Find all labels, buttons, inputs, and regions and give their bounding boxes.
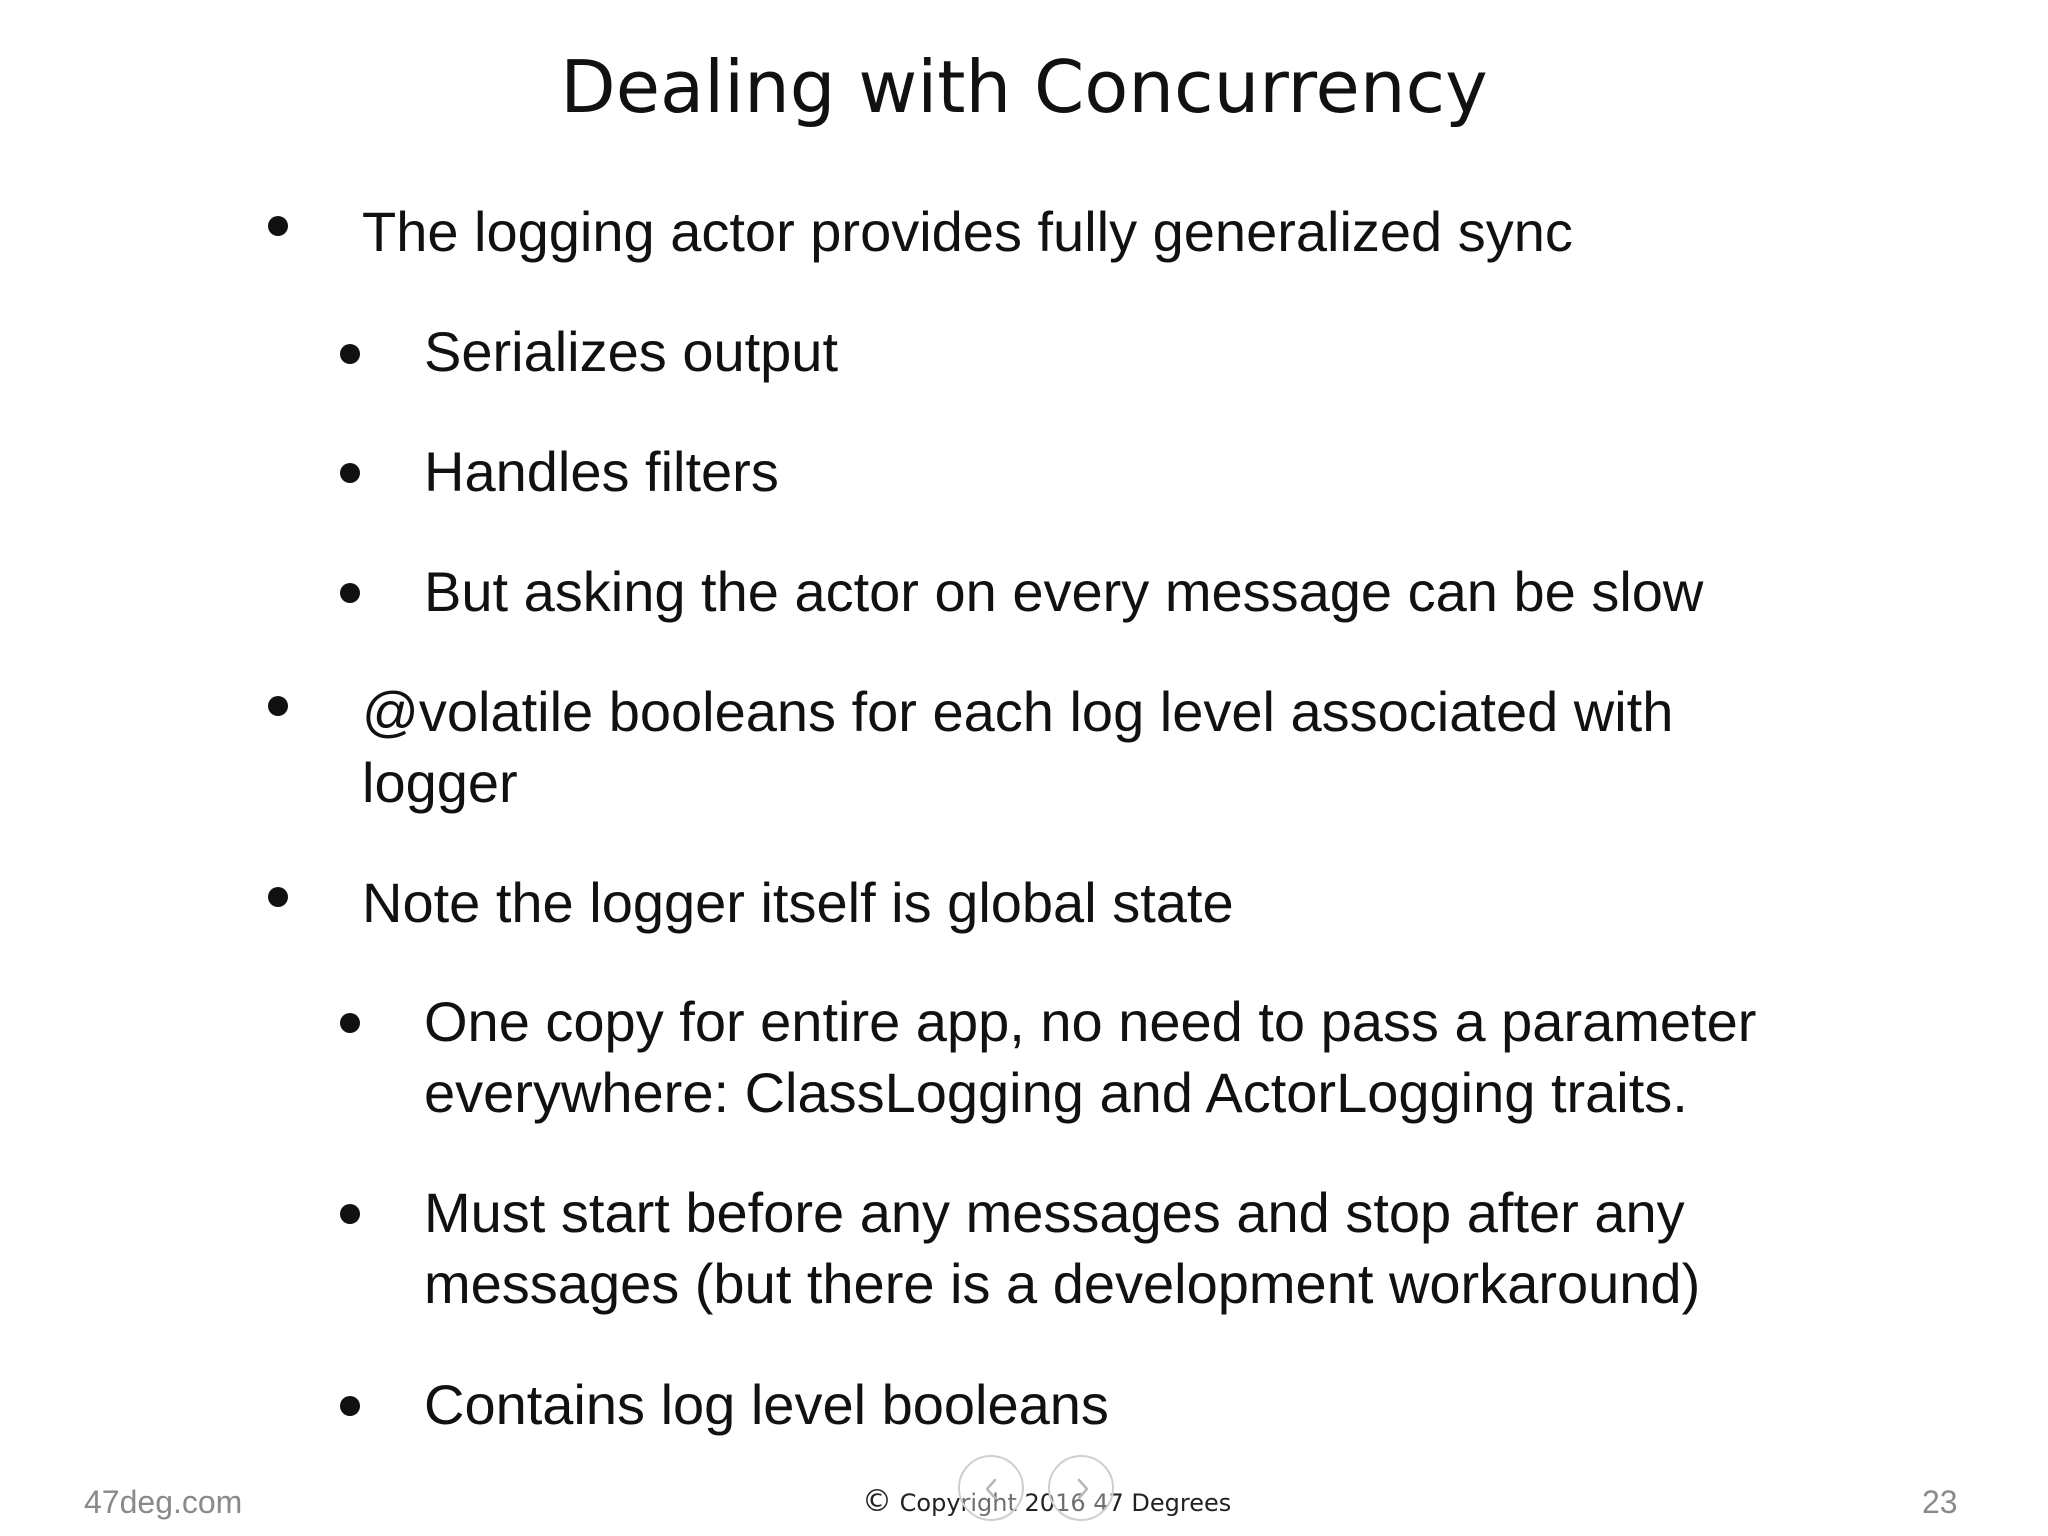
bullet-text: Must start before any messages and stop after any — [424, 1181, 1685, 1244]
slide-title: Dealing with Concurrency — [560, 45, 1488, 129]
footer-copyright — [862, 1482, 1231, 1523]
bullet-text: Contains log level booleans — [424, 1373, 1109, 1436]
bullet-dot — [340, 583, 360, 603]
bullet-text: @volatile booleans for each log level associated with — [362, 680, 1674, 743]
bullet-text: The logging actor provides fully generalized sync — [362, 200, 1573, 263]
bullet-dot — [340, 1204, 360, 1224]
bullet-dot — [268, 216, 288, 236]
bullet-dot — [268, 887, 288, 907]
bullet-text: Handles filters — [424, 440, 779, 503]
bullet-text: Note the logger itself is global state — [362, 871, 1234, 934]
bullet-text-continuation: everywhere: ClassLogging and ActorLogging traits. — [424, 1061, 1688, 1124]
copyright-symbol: © — [862, 1484, 892, 1519]
chevron-right-icon — [1071, 1476, 1093, 1502]
bullet-dot — [268, 696, 288, 716]
next-slide-button[interactable] — [1048, 1455, 1114, 1521]
bullet-dot — [340, 344, 360, 364]
bullet-text: Serializes output — [424, 320, 839, 383]
bullet-text: But asking the actor on every message can be slow — [424, 560, 1704, 623]
previous-slide-button[interactable] — [958, 1455, 1024, 1521]
bullet-dot — [340, 1013, 360, 1033]
bullet-dot — [340, 1396, 360, 1416]
footer-site: 47deg.com — [84, 1484, 243, 1520]
bullet-text-continuation: logger — [362, 751, 518, 814]
copyright-text: Copyright 2016 47 Degrees — [899, 1489, 1232, 1517]
bullet-text-continuation: messages (but there is a development workaround) — [424, 1252, 1701, 1315]
page-number: 23 — [1922, 1484, 1958, 1520]
chevron-left-icon — [981, 1476, 1003, 1502]
bullet-dot — [340, 463, 360, 483]
bullet-text: One copy for entire app, no need to pass a parameter — [424, 990, 1757, 1053]
